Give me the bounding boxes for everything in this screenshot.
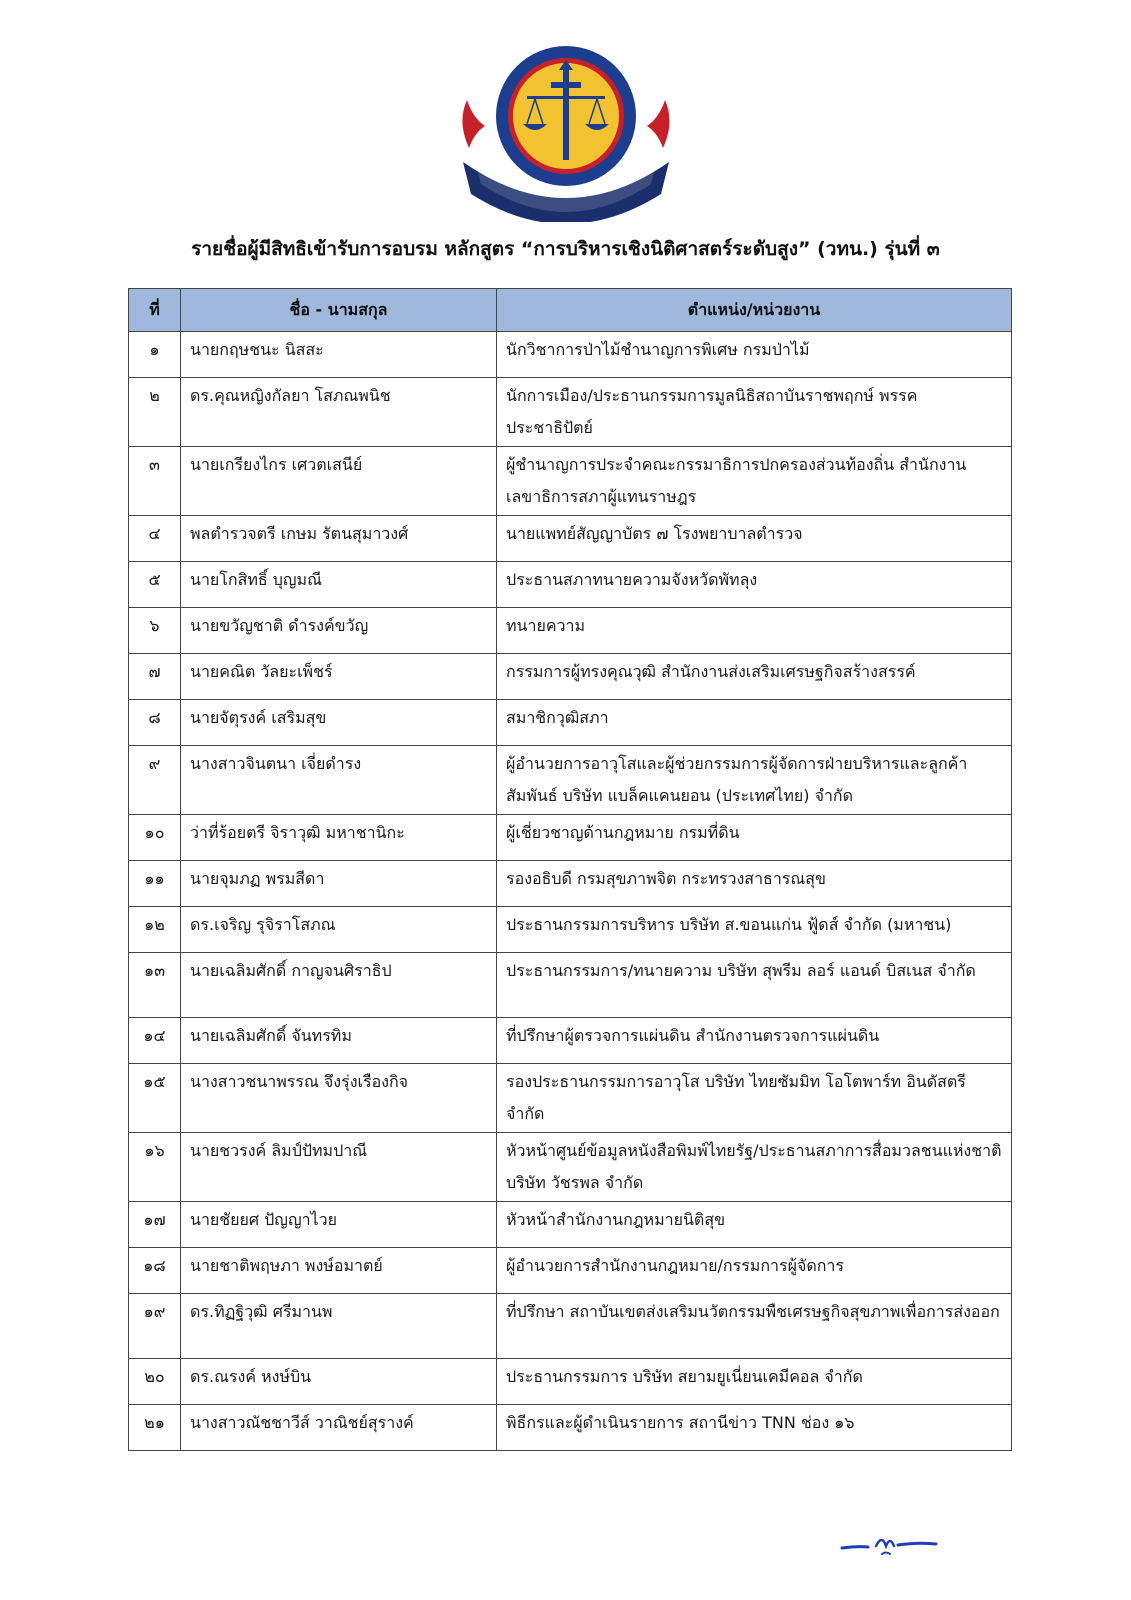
table-row — [129, 516, 1012, 562]
row-position: รองประธานกรรมการอาวุโส บริษัท ไทยซัมมิท โอโตพาร์ท อินดัสตรี จำกัด — [497, 1064, 1012, 1133]
row-number: ๑๘ — [129, 1248, 181, 1294]
table-row — [129, 1064, 1012, 1133]
row-number: ๕ — [129, 562, 181, 608]
table-row — [129, 815, 1012, 861]
table-row — [129, 1359, 1012, 1405]
table-row — [129, 1405, 1012, 1451]
row-number: ๒๑ — [129, 1405, 181, 1451]
row-name: ดร.เจริญ รุจิราโสภณ — [181, 907, 497, 953]
row-number: ๒ — [129, 378, 181, 447]
table-row — [129, 447, 1012, 516]
header-number: ที่ — [129, 289, 181, 332]
row-number: ๖ — [129, 608, 181, 654]
row-name: ดร.คุณหญิงกัลยา โสภณพนิช — [181, 378, 497, 447]
row-position: นายแพทย์สัญญาบัตร ๗ โรงพยาบาลตำรวจ — [497, 516, 1012, 562]
row-name: ดร.ณรงค์ หงษ์บิน — [181, 1359, 497, 1405]
row-name: นายโกสิทธิ์ บุญมณี — [181, 562, 497, 608]
row-number: ๑๑ — [129, 861, 181, 907]
row-position: ทนายความ — [497, 608, 1012, 654]
row-name: ว่าที่ร้อยตรี จิราวุฒิ มหาชานิกะ — [181, 815, 497, 861]
row-number: ๑๓ — [129, 953, 181, 1018]
row-position: ผู้อำนวยการอาวุโสและผู้ช่วยกรรมการผู้จัดการฝ่ายบริหารและลูกค้าสัมพันธ์ บริษัท แบล็คแคนยอน (ประเทศไทย) จำกัด — [497, 746, 1012, 815]
document-title: รายชื่อผู้มีสิทธิเข้ารับการอบรม หลักสูตร “การบริหารเชิงนิติศาสตร์ระดับสูง” (วทน.) รุ่นที่ ๓ — [191, 238, 940, 260]
row-name: นายเกรียงไกร เศวตเสนีย์ — [181, 447, 497, 516]
row-number: ๑๔ — [129, 1018, 181, 1064]
table-row — [129, 1202, 1012, 1248]
row-name: นายเฉลิมศักดิ์ จันทรทิม — [181, 1018, 497, 1064]
row-number: ๑๗ — [129, 1202, 181, 1248]
row-name: นายขวัญชาติ ดำรงค์ขวัญ — [181, 608, 497, 654]
header-name: ชื่อ - นามสกุล — [181, 289, 497, 332]
table-row — [129, 1018, 1012, 1064]
table-row — [129, 907, 1012, 953]
table-row — [129, 608, 1012, 654]
row-name: นายจุมภฏ พรมสีดา — [181, 861, 497, 907]
row-position: ที่ปรึกษาผู้ตรวจการแผ่นดิน สำนักงานตรวจการแผ่นดิน — [497, 1018, 1012, 1064]
table-row — [129, 861, 1012, 907]
row-name: นางสาวณัชชาวีส์ วาณิชย์สุรางค์ — [181, 1405, 497, 1451]
row-name: นายจัตุรงค์ เสริมสุข — [181, 700, 497, 746]
row-name: นางสาวชนาพรรณ จึงรุ่งเรืองกิจ — [181, 1064, 497, 1133]
row-name: นายเฉลิมศักดิ์ กาญจนศิราธิป — [181, 953, 497, 1018]
row-position: รองอธิบดี กรมสุขภาพจิต กระทรวงสาธารณสุข — [497, 861, 1012, 907]
row-position: กรรมการผู้ทรงคุณวุฒิ สำนักงานส่งเสริมเศรษฐกิจสร้างสรรค์ — [497, 654, 1012, 700]
row-position: ผู้ชำนาญการประจำคณะกรรมาธิการปกครองส่วนท้องถิ่น สำนักงานเลขาธิการสภาผู้แทนราษฎร — [497, 447, 1012, 516]
table-row — [129, 700, 1012, 746]
row-position: หัวหน้าศูนย์ข้อมูลหนังสือพิมพ์ไทยรัฐ/ประธานสภาการสื่อมวลชนแห่งชาติ บริษัท วัชรพล จำกัด — [497, 1133, 1012, 1202]
row-position: พิธีกรและผู้ดำเนินรายการ สถานีข่าว TNN ช่อง ๑๖ — [497, 1405, 1012, 1451]
header-position: ตำแหน่ง/หน่วยงาน — [497, 289, 1012, 332]
row-number: ๗ — [129, 654, 181, 700]
row-number: ๑๒ — [129, 907, 181, 953]
row-position: ที่ปรึกษา สถาบันเขตส่งเสริมนวัตกรรมพืชเศรษฐกิจสุขภาพเพื่อการส่งออก — [497, 1294, 1012, 1359]
row-position: นักวิชาการป่าไม้ชำนาญการพิเศษ กรมป่าไม้ — [497, 332, 1012, 378]
table-row — [129, 953, 1012, 1018]
row-name: นางสาวจินตนา เจี่ยดำรง — [181, 746, 497, 815]
row-position: หัวหน้าสำนักงานกฎหมายนิติสุข — [497, 1202, 1012, 1248]
table-row — [129, 1133, 1012, 1202]
row-number: ๑๐ — [129, 815, 181, 861]
law-college-seal-logo — [455, 44, 677, 222]
row-name: นายชัยยศ ปัญญาไวย — [181, 1202, 497, 1248]
row-number: ๒๐ — [129, 1359, 181, 1405]
row-number: ๑๖ — [129, 1133, 181, 1202]
row-name: นายชวรงค์ ลิมป์ปัทมปาณี — [181, 1133, 497, 1202]
row-position: นักการเมือง/ประธานกรรมการมูลนิธิสถาบันราชพฤกษ์ พรรคประชาธิปัตย์ — [497, 378, 1012, 447]
table-row — [129, 1248, 1012, 1294]
row-position: สมาชิกวุฒิสภา — [497, 700, 1012, 746]
row-number: ๑ — [129, 332, 181, 378]
table-row — [129, 562, 1012, 608]
row-number: ๓ — [129, 447, 181, 516]
participant-table — [128, 288, 1012, 1451]
row-number: ๘ — [129, 700, 181, 746]
signature-mark — [838, 1524, 938, 1564]
row-name: นายชาติพฤษภา พงษ์อมาตย์ — [181, 1248, 497, 1294]
table-row — [129, 746, 1012, 815]
row-number: ๙ — [129, 746, 181, 815]
table-row — [129, 654, 1012, 700]
row-number: ๑๕ — [129, 1064, 181, 1133]
row-position: ประธานสภาทนายความจังหวัดพัทลุง — [497, 562, 1012, 608]
row-number: ๔ — [129, 516, 181, 562]
row-position: ผู้อำนวยการสำนักงานกฎหมาย/กรรมการผู้จัดการ — [497, 1248, 1012, 1294]
row-name: ดร.ทิฏฐิวุฒิ ศรีมานพ — [181, 1294, 497, 1359]
table-header-row — [129, 289, 1012, 332]
row-number: ๑๙ — [129, 1294, 181, 1359]
row-name: นายกฤษชนะ นิสสะ — [181, 332, 497, 378]
table-row — [129, 332, 1012, 378]
row-position: ประธานกรรมการ บริษัท สยามยูเนี่ยนเคมีคอล จำกัด — [497, 1359, 1012, 1405]
row-name: นายคณิต วัลยะเพ็ชร์ — [181, 654, 497, 700]
row-position: ประธานกรรมการ/ทนายความ บริษัท สุพรีม ลอร์ แอนด์ บิสเนส จำกัด — [497, 953, 1012, 1018]
row-position: ประธานกรรมการบริหาร บริษัท ส.ขอนแก่น ฟู้ดส์ จำกัด (มหาชน) — [497, 907, 1012, 953]
table-row — [129, 378, 1012, 447]
row-name: พลตำรวจตรี เกษม รัตนสุมาวงศ์ — [181, 516, 497, 562]
row-position: ผู้เชี่ยวชาญด้านกฎหมาย กรมที่ดิน — [497, 815, 1012, 861]
table-row — [129, 1294, 1012, 1359]
